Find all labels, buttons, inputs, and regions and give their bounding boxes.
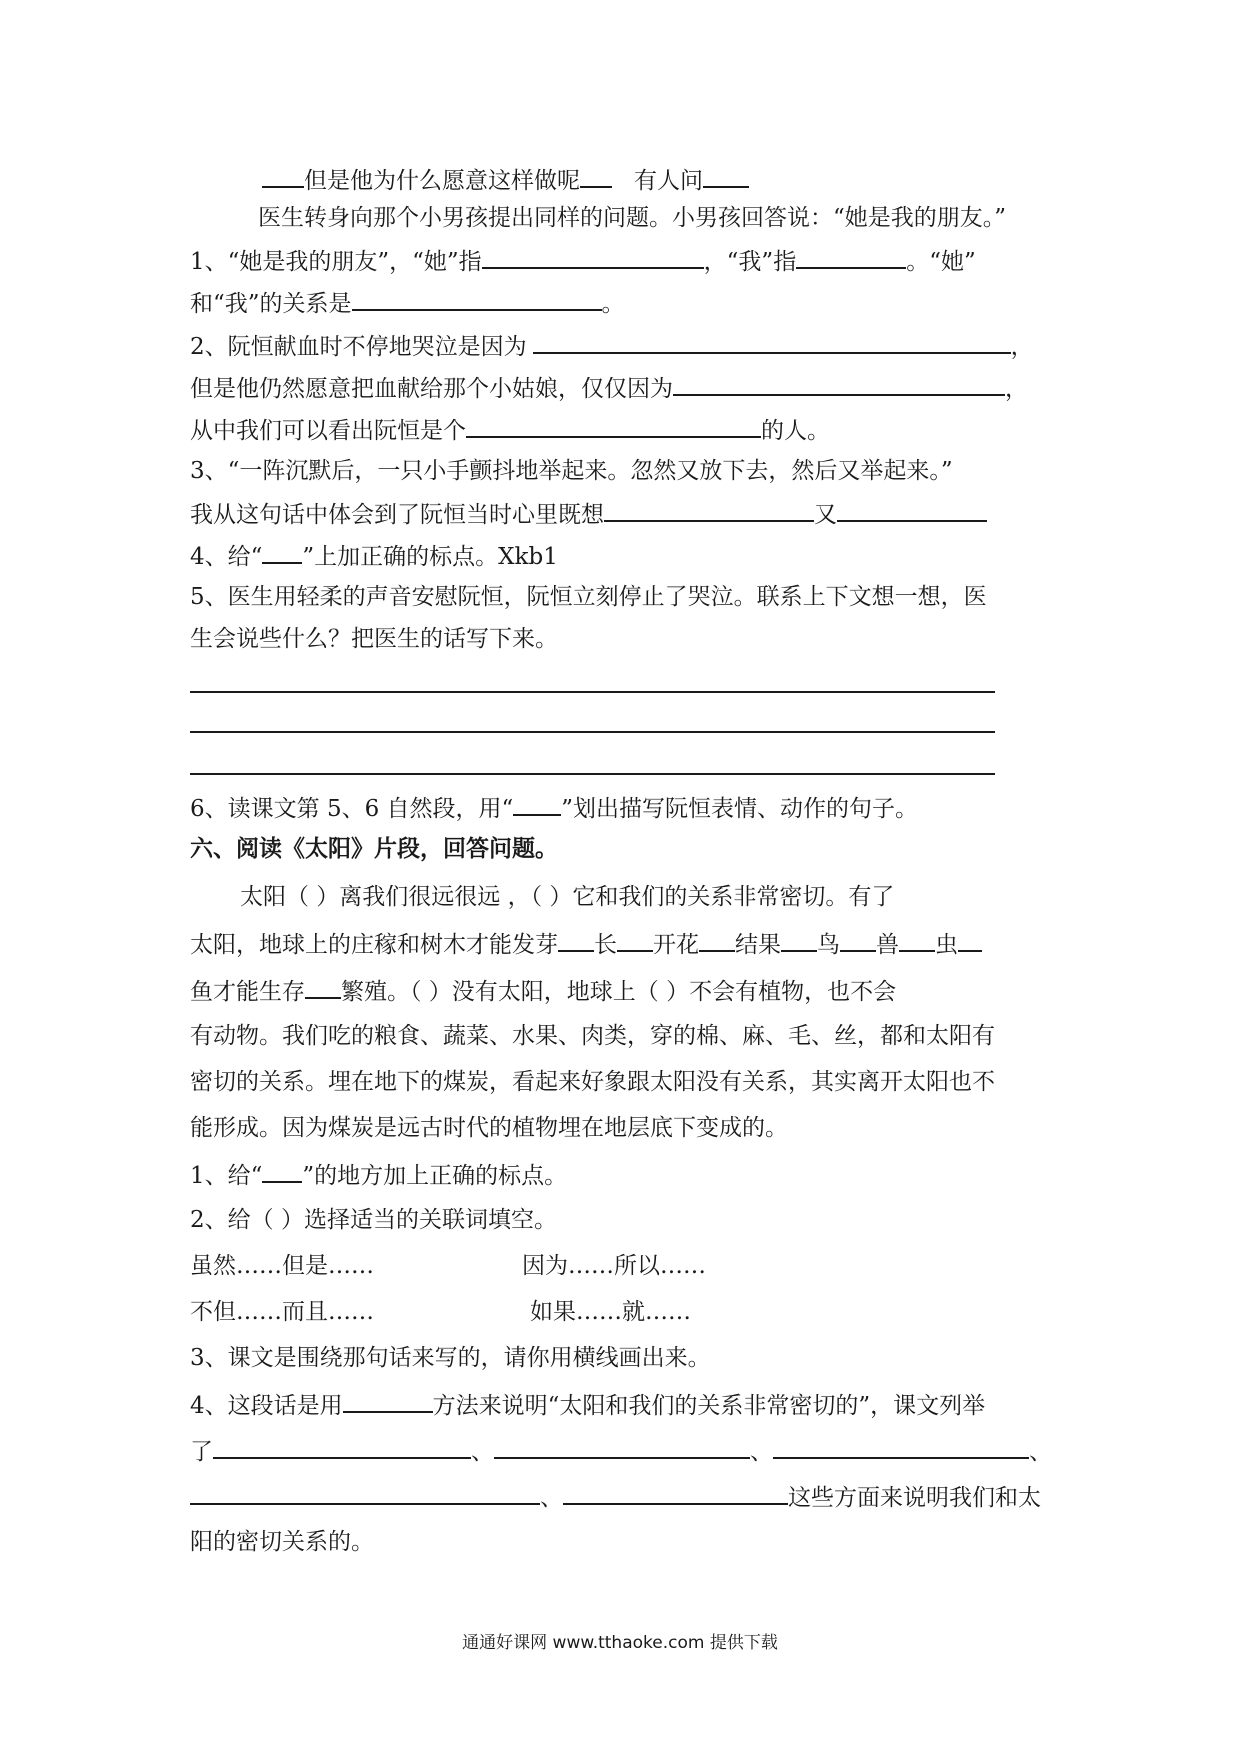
passage-text: 有人问 (634, 168, 703, 194)
punctuation-blank[interactable] (899, 928, 935, 952)
section6-question-4: 、 这些方面来说明我们和太 (190, 1481, 1041, 1513)
section6-question-4: 4、这段话是用 方法来说明“太阳和我们的关系非常密切的”，课文列举 (190, 1389, 985, 1421)
question-1-line: 和“我”的关系是 。 (190, 287, 625, 319)
blank (513, 792, 561, 816)
answer-blank[interactable] (482, 245, 704, 269)
section6-question-3: 3、课文是围绕那句话来写的，请你用横线画出来。 (190, 1345, 711, 1371)
answer-blank[interactable] (190, 1481, 540, 1505)
punctuation-blank[interactable] (305, 975, 341, 999)
answer-blank[interactable] (563, 1481, 788, 1505)
question-4-line: 4、给“ ”上加正确的标点。Xkb1 (190, 540, 558, 572)
section6-question-1: 1、给“ ”的地方加上正确的标点。 (190, 1159, 567, 1191)
punctuation-blank[interactable] (617, 928, 653, 952)
page-footer: 通通好课网 www.tthaoke.com 提供下载 (462, 1633, 778, 1653)
punctuation-blank[interactable] (958, 928, 982, 952)
answer-blank[interactable] (796, 245, 906, 269)
conjunction-option: 不但……而且…… (190, 1299, 374, 1325)
answer-blank[interactable] (673, 372, 1005, 396)
section-heading: 六、阅读《太阳》片段，回答问题。 (190, 836, 558, 862)
section6-question-4: 了 、 、 、 (190, 1435, 1052, 1467)
conjunction-option: 虽然……但是…… (190, 1253, 374, 1279)
section6-question-4: 阳的密切关系的。 (190, 1529, 374, 1555)
blank (580, 164, 612, 188)
punctuation-blank[interactable] (699, 928, 735, 952)
answer-blank[interactable] (352, 287, 602, 311)
blank (262, 164, 304, 188)
section6-question-2: 2、给（ ）选择适当的关联词填空。 (190, 1207, 557, 1233)
question-3-line: 3、“一阵沉默后，一只小手颤抖地举起来。忽然又放下去，然后又举起来。” (190, 458, 953, 484)
answer-blank[interactable] (466, 414, 761, 438)
blank (262, 540, 302, 564)
question-5-line: 生会说些什么？把医生的话写下来。 (190, 626, 558, 652)
passage-line: 能形成。因为煤炭是远古时代的植物埋在地层底下变成的。 (190, 1115, 788, 1141)
answer-blank[interactable] (837, 498, 987, 522)
passage-line: 鱼才能生存 繁殖。（ ）没有太阳，地球上（ ）不会有植物，也不会 (190, 975, 896, 1007)
blank (703, 164, 749, 188)
question-2-line: 从中我们可以看出阮恒是个 的人。 (190, 414, 830, 446)
answer-blank[interactable] (533, 330, 1011, 354)
answer-blank[interactable] (604, 498, 814, 522)
answer-writing-line[interactable] (190, 691, 995, 693)
passage-text: 但是他为什么愿意这样做呢 (304, 168, 580, 194)
answer-blank[interactable] (213, 1435, 471, 1459)
answer-blank[interactable] (343, 1389, 433, 1413)
question-5-line: 5、医生用轻柔的声音安慰阮恒，阮恒立刻停止了哭泣。联系上下文想一想，医 (190, 584, 987, 610)
question-2-line: 2、阮恒献血时不停地哭泣是因为 ， (190, 330, 1034, 362)
punctuation-blank[interactable] (840, 928, 876, 952)
passage-line: 密切的关系。埋在地下的煤炭，看起来好象跟太阳没有关系，其实离开太阳也不 (190, 1069, 995, 1095)
question-6-line: 6、读课文第 5、6 自然段，用“ ”划出描写阮恒表情、动作的句子。 (190, 792, 918, 824)
punctuation-blank[interactable] (558, 928, 594, 952)
passage-line: 医生转身向那个小男孩提出同样的问题。小男孩回答说：“她是我的朋友。” (258, 205, 1007, 231)
answer-writing-line[interactable] (190, 731, 995, 733)
answer-blank[interactable] (773, 1435, 1029, 1459)
punctuation-blank[interactable] (781, 928, 817, 952)
passage-line: 太阳，地球上的庄稼和树木才能发芽 长 开花 结果 鸟 兽 虫 (190, 928, 982, 960)
conjunction-option: 如果……就…… (530, 1299, 691, 1325)
passage-line (262, 164, 749, 196)
question-2-line: 但是他仍然愿意把血献给那个小姑娘，仅仅因为 ， (190, 372, 1028, 404)
question-1-line: 1、“她是我的朋友”，“她”指 ，“我”指 。“她” (190, 245, 976, 277)
answer-writing-line[interactable] (190, 773, 995, 775)
blank (262, 1159, 302, 1183)
answer-blank[interactable] (494, 1435, 750, 1459)
passage-line: 有动物。我们吃的粮食、蔬菜、水果、肉类，穿的棉、麻、毛、丝，都和太阳有 (190, 1023, 995, 1049)
passage-line: 太阳（ ）离我们很远很远 ，（ ）它和我们的关系非常密切。有了 (240, 884, 895, 910)
conjunction-option: 因为……所以…… (522, 1253, 706, 1279)
question-3-line: 我从这句话中体会到了阮恒当时心里既想 又 (190, 498, 987, 530)
